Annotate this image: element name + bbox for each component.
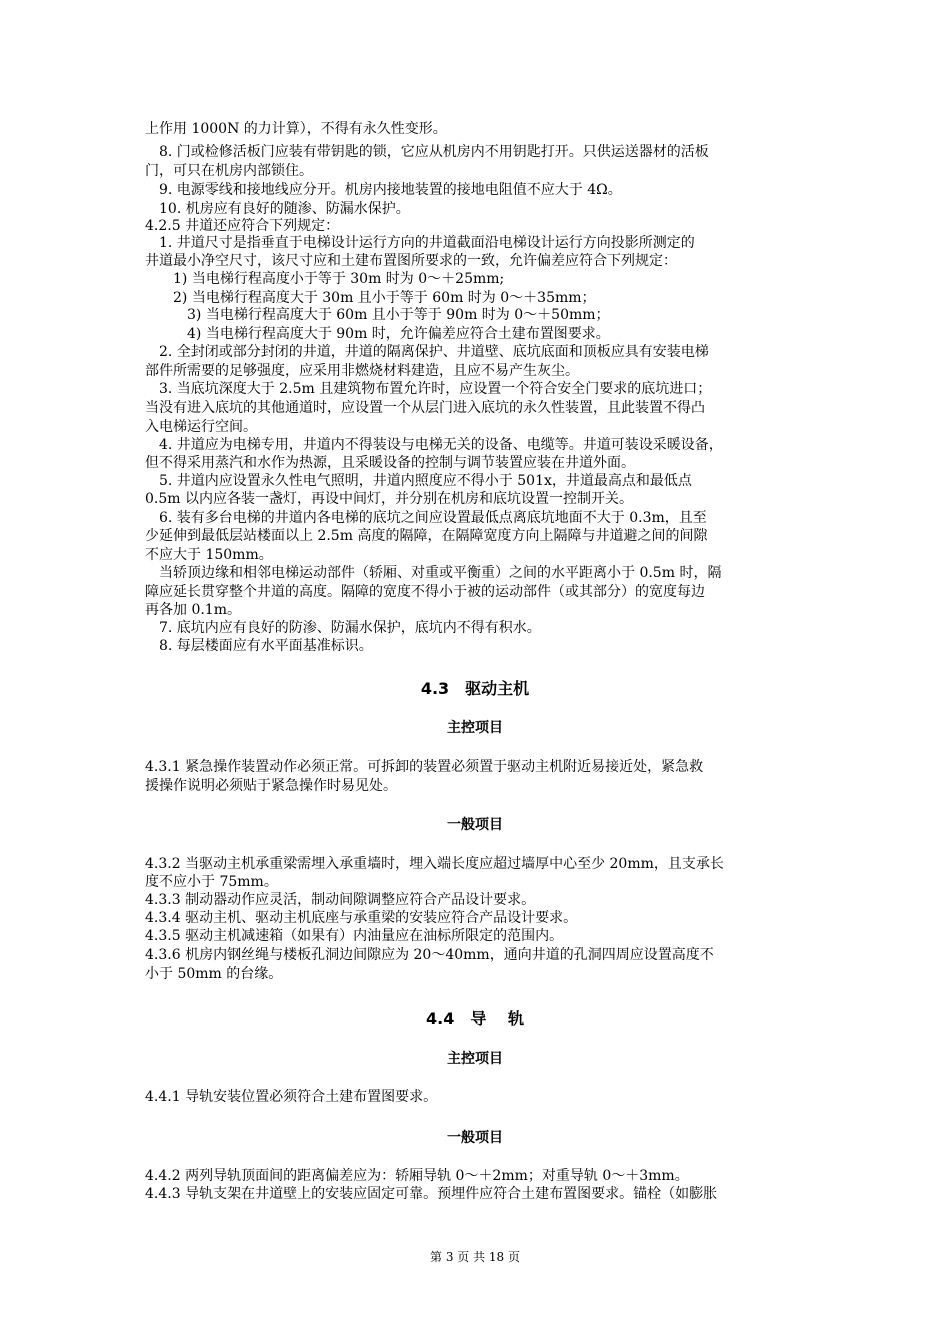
text-line: 8. 每层楼面应有水平面基准标识。	[145, 638, 373, 654]
text-line: 1) 当电梯行程高度小于等于 30m 时为 0～＋25mm;	[145, 271, 505, 287]
text-line: 10. 机房应有良好的随渗、防漏水保护。	[145, 201, 410, 217]
page-footer: 第 3 页 共 18 页	[430, 1250, 520, 1264]
text-line: 当没有进入底坑的其他通道时，应设置一个从层门进入底坑的永久性装置，且此装置不得凸	[145, 400, 705, 416]
text-line: 4.3.2 当驱动主机承重梁需埋入承重墙时，埋入端长度应超过墙厚中心至少 20mm，且支承长	[145, 856, 724, 872]
subsection-heading-main: 主控项目	[447, 1051, 503, 1067]
text-line: 6. 装有多台电梯的井道内各电梯的底坑之间应设置最低点离底坑地面不大于 0.3m，且至	[145, 510, 707, 526]
section-title-4-3: 4.3 驱动主机	[420, 679, 530, 698]
text-line: 小于 50mm 的台缘。	[145, 966, 283, 982]
text-line: 部件所需要的足够强度，应采用非燃烧材料建造，且应不易产生灰尘。	[145, 363, 579, 379]
text-line: 7. 底坑内应有良好的防渗、防漏水保护，底坑内不得有积水。	[145, 620, 541, 636]
text-line: 4.4.2 两列导轨顶面间的距离偏差应为：轿厢导轨 0～＋2mm；对重导轨 0～＋3mm。	[145, 1168, 689, 1184]
text-line: 8. 门或检修活板门应装有带钥匙的锁，它应从机房内不用钥匙打开。只供运送器材的活板	[145, 144, 709, 160]
text-line: 9. 电源零线和接地线应分开。机房内接地装置的接地电阻值不应大于 4Ω。	[145, 182, 622, 198]
text-line: 4.4.1 导轨安装位置必须符合土建布置图要求。	[145, 1089, 438, 1105]
text-line: 援操作说明必须贴于紧急操作时易见处。	[145, 778, 397, 794]
text-line: 5. 井道内应设置永久性电气照明，井道内照度应不得小于 501x，井道最高点和最低点	[145, 473, 692, 489]
text-line: 4.3.3 制动器动作应灵活，制动间隙调整应符合产品设计要求。	[145, 892, 536, 908]
text-line: 度不应小于 75mm。	[145, 874, 278, 890]
text-line: 4.2.5 井道还应符合下列规定：	[145, 218, 340, 234]
text-line: 4.3.1 紧急操作装置动作必须正常。可拆卸的装置必须置于驱动主机附近易接近处，紧急救	[145, 759, 704, 775]
text-line: 4) 当电梯行程高度大于 90m 时，允许偏差应符合土建布置图要求。	[145, 326, 610, 342]
text-line: 1. 井道尺寸是指垂直于电梯设计运行方向的井道截面沿电梯设计运行方向投影所测定的	[145, 235, 695, 251]
subsection-heading-main: 主控项目	[447, 720, 503, 736]
text-line: 2. 全封闭或部分封闭的井道，井道的隔离保护、井道壁、底坑底面和顶板应具有安装电梯	[145, 344, 709, 360]
text-line: 3) 当电梯行程高度大于 60m 且小于等于 90m 时为 0～＋50mm；	[145, 307, 610, 323]
text-line: 少延伸到最低层站楼面以上 2.5m 高度的隔障，在隔障宽度方向上隔障与井道避之间的间隙	[145, 528, 708, 544]
text-line: 当轿顶边缘和相邻电梯运动部件（轿厢、对重或平衡重）之间的水平距离小于 0.5m 时，隔	[145, 565, 722, 581]
text-line: 4.3.4 驱动主机、驱动主机底座与承重梁的安装应符合产品设计要求。	[145, 910, 578, 926]
section-title-4-4: 4.4 导 轨	[426, 1009, 524, 1028]
subsection-heading-general: 一般项目	[447, 1130, 503, 1146]
text-line: 4.4.3 导轨支架在井道壁上的安装应固定可靠。预埋件应符合土建布置图要求。锚栓（如膨胀	[145, 1186, 718, 1202]
text-line: 再各加 0.1m。	[145, 602, 241, 618]
text-line: 井道最小净空尺寸，该尺寸应和土建布置图所要求的一致，允许偏差应符合下列规定：	[145, 253, 677, 269]
text-line: 4.3.5 驱动主机减速箱（如果有）内油量应在油标所限定的范围内。	[145, 928, 564, 944]
text-line: 2) 当电梯行程高度大于 30m 且小于等于 60m 时为 0～＋35mm；	[145, 290, 596, 306]
text-line: 0.5m 以内应各装一盏灯，再设中间灯，并分别在机房和底坑设置一控制开关。	[145, 491, 633, 507]
text-line: 障应延长贯穿整个井道的高度。隔障的宽度不得小于被的运动部件（或其部分）的宽度每边	[145, 584, 705, 600]
text-line: 3. 当底坑深度大于 2.5m 且建筑物布置允许时，应设置一个符合安全门要求的底坑进口；	[145, 381, 712, 397]
subsection-heading-general: 一般项目	[447, 817, 503, 833]
text-line: 不应大于 150mm。	[145, 547, 273, 563]
text-line: 上作用 1000N 的力计算），不得有永久性变形。	[145, 121, 447, 137]
text-line: 但不得采用蒸汽和水作为热源，且采暖设备的控制与调节装置应装在井道外面。	[145, 455, 635, 471]
text-line: 4. 井道应为电梯专用，井道内不得装设与电梯无关的设备、电缆等。井道可装设采暖设备，	[145, 437, 723, 453]
text-line: 4.3.6 机房内钢丝绳与楼板孔洞边间隙应为 20～40mm，通向井道的孔洞四周应设置高度不	[145, 947, 714, 963]
text-line: 门，可只在机房内部锁住。	[145, 163, 313, 179]
text-line: 入电梯运行空间。	[145, 419, 257, 435]
